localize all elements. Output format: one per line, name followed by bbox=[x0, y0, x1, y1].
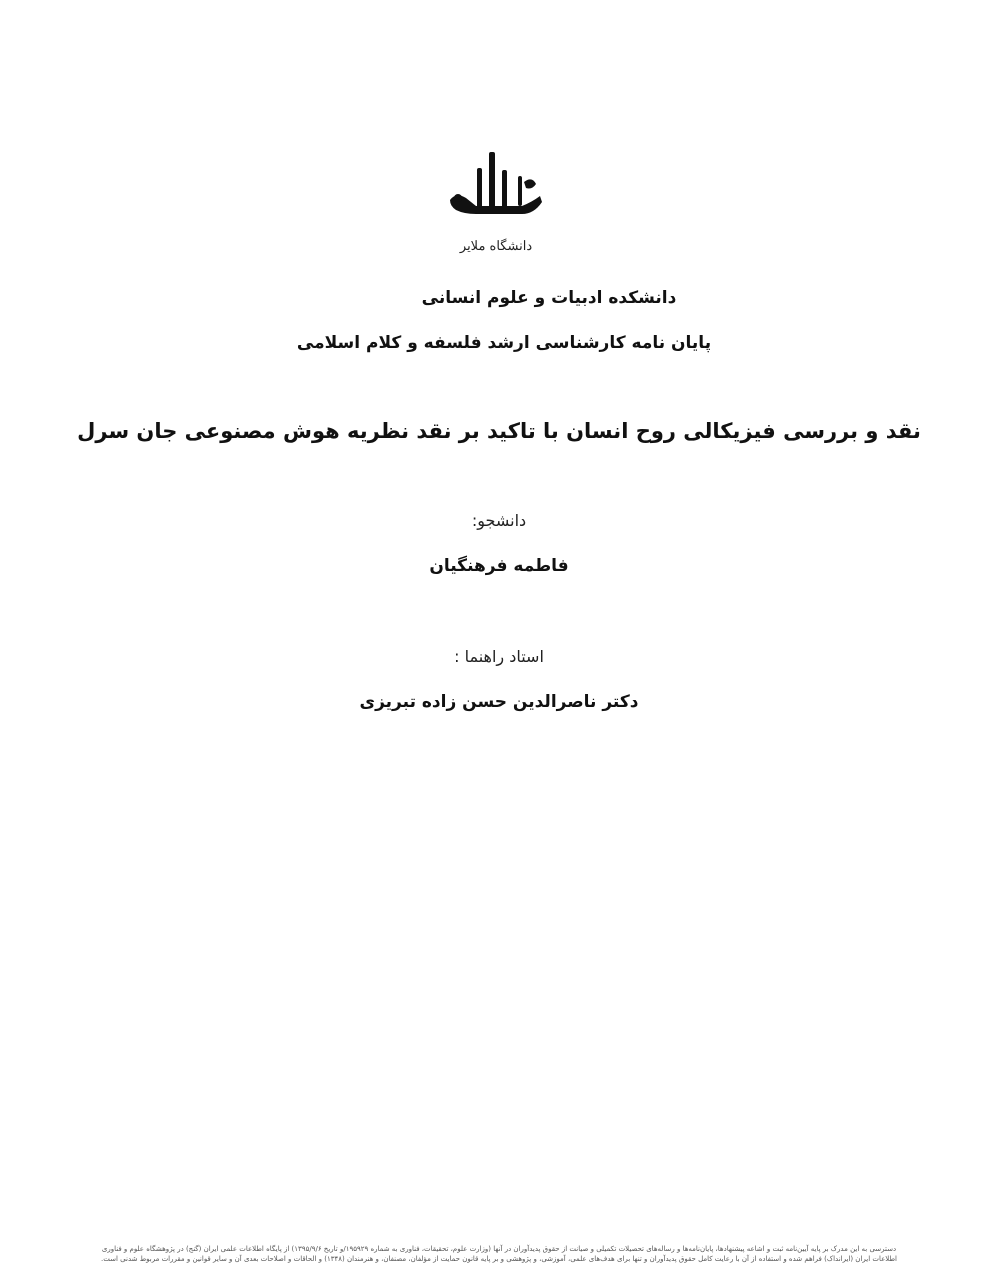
student-label: دانشجو: bbox=[471, 511, 527, 530]
copyright-notice bbox=[20, 1244, 978, 1264]
notice-line-1: دسترسی به این مدرک بر پایه آیین‌نامه ثبت و اشاعه پیشنهادها، پایان‌نامه‌ها و رساله‌های تحصیلات تکمیلی و صیانت از حقوق پدیدآوران در آنها (وزارت علوم، تحقیقات، فناوری به شماره ۱۹۵۹۲۹/و تاریخ ۱۳۹۵/۹/۶) از پایگاه اطلاعات علمی ایران (گنج) در پژوهشگاه علوم و فناوری bbox=[101, 1245, 897, 1253]
university-logo bbox=[436, 140, 556, 270]
university-seal-icon bbox=[436, 140, 556, 270]
logo-caption: دانشگاه ملایر bbox=[459, 239, 533, 254]
student-name: فاطمه فرهنگیان bbox=[429, 556, 569, 576]
advisor-label: استاد راهنما : bbox=[454, 647, 544, 666]
thesis-title: نقد و بررسی فیزیکالی روح انسان با تاکید بر نقد نظریه هوش مصنوعی جان سرل bbox=[77, 419, 921, 443]
degree-program: پایان نامه کارشناسی ارشد فلسفه و کلام اسلامی bbox=[296, 333, 712, 353]
advisor-name: دکتر ناصرالدین حسن زاده تبریزی bbox=[359, 692, 639, 712]
faculty-name: دانشکده ادبیات و علوم انسانی bbox=[421, 288, 677, 308]
notice-line-2: اطلاعات ایران (ایرانداک) فراهم شده و استفاده از آن با رعایت کامل حقوق پدیدآوران و تنها برای هدف‌های علمی، آموزشی، و پژوهشی و بر پایه قانون حمایت از مؤلفان، مصنفان، و هنرمندان (۱۳۴۸) و الحاقات و اصلاحات بعدی آن و سایر قوانین و مقررات مربوط شدنی است. bbox=[101, 1255, 897, 1263]
